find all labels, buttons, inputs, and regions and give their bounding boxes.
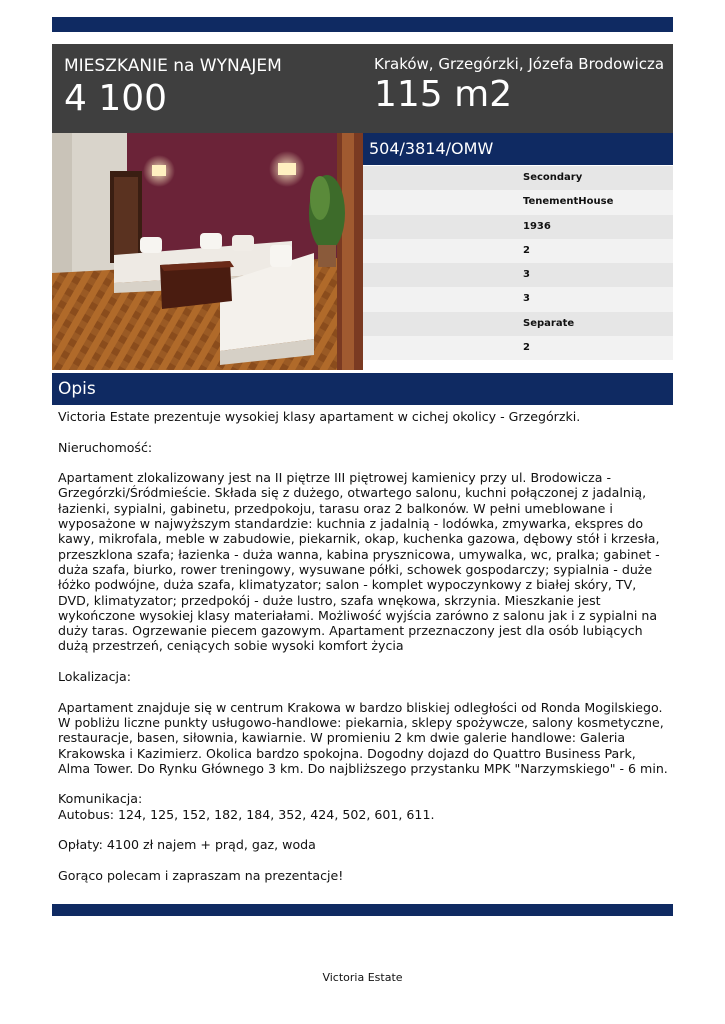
details-table bbox=[363, 166, 673, 360]
detail-row: 1936 bbox=[363, 215, 673, 239]
property-text: Apartament zlokalizowany jest na II piętrze III piętrowej kamienicy przy ul. Brodowicza - Grzegórzki/Śródmieście. Składa się z dużego, otwartego salonu, kuchni połączonej z jadalnią, łazienki, sypialni, gabinetu, przedpokoju, tarasu oraz 2 balkonów. W pełni umeblowane i wyposażone w najwyższym standardzie: kuchnia z jadalnią - lodówka, zmywarka, ekspres do kawy, mikrofala, meble w zabudowie, piekarnik, okap, kuchenka gazowa, dębowy stół i krzesła, przeszklona szafa; łazienka - duża wanna, kabina prysznicowa, umywalka, wc, pralka; gabinet - duża szafa, biurko, rower treningowy, wysuwane półki, schowek gospodarczy; sypialnia - duże łóżko podwójne, duża szafa, klimatyzator; salon - komplet wypoczynkowy z białej skóry, TV, DVD, klimatyzator; przedpokój - duże lustro, szafa wnękowa, skrzynia. Mieszkanie jest wykończone wysokiej klasy materiałami. Możliwość wyjścia zarówno z salonu jak i z sypialni na duży taras. Ogrzewanie piecem gazowym. Apartament przeznaczony jest dla osób lubiących dużą przestrzeń, ceniących sobie wysoki komfort życia bbox=[58, 470, 660, 654]
listing-header bbox=[52, 44, 673, 133]
detail-row: Separate bbox=[363, 312, 673, 336]
bottom-accent-bar bbox=[52, 904, 673, 916]
closing-text: Gorąco polecam i zapraszam na prezentacje! bbox=[58, 867, 344, 883]
transport-heading: Komunikacja: bbox=[58, 791, 143, 807]
listing-price: 4 100 bbox=[64, 78, 168, 119]
detail-row: 3 bbox=[363, 287, 673, 311]
transport-text: Autobus: 124, 125, 152, 182, 184, 352, 424, 502, 601, 611. bbox=[58, 806, 435, 822]
footer-agency: Victoria Estate bbox=[322, 971, 403, 984]
apartment-photo bbox=[52, 133, 363, 370]
listing-area: 115 m2 bbox=[374, 74, 513, 115]
detail-row: Secondary bbox=[363, 166, 673, 190]
property-heading: Nieruchomość: bbox=[58, 439, 153, 455]
detail-row: 2 bbox=[363, 239, 673, 263]
detail-row: 2 bbox=[363, 336, 673, 360]
location-text: Apartament znajduje się w centrum Krakowa w bardzo bliskiej odległości od Ronda Mogilskiego. W pobliżu liczne punkty usługowo-handlowe: piekarnia, sklepy spożywcze, salony kosmetyczne, restauracje, basen, siłownia, kawiarnie. W promieniu 2 km dwie galerie handlowe: Galeria Krakowska i Kazimierz. Okolica bardzo spokojna. Dogodny dojazd do Quattro Business Park, Alma Tower. Do Rynku Głównego 3 km. Do najbliższego przystanku MPK "Narzymskiego" - 6 min. bbox=[58, 699, 668, 776]
reference-number: 504/3814/OMW bbox=[363, 133, 673, 165]
detail-row: TenementHouse bbox=[363, 190, 673, 214]
listing-type: MIESZKANIE na WYNAJEM bbox=[64, 56, 282, 76]
listing-location: Kraków, Grzegórzki, Józefa Brodowicza bbox=[374, 55, 665, 73]
location-heading: Lokalizacja: bbox=[58, 669, 131, 685]
description bbox=[58, 409, 670, 899]
top-accent-bar bbox=[52, 17, 673, 32]
fees-text: Opłaty: 4100 zł najem + prąd, gaz, woda bbox=[58, 837, 316, 853]
detail-row: 3 bbox=[363, 263, 673, 287]
description-intro: Victoria Estate prezentuje wysokiej klasy apartament w cichej okolicy - Grzegórzki. bbox=[58, 409, 581, 424]
section-title: Opis bbox=[52, 373, 673, 405]
